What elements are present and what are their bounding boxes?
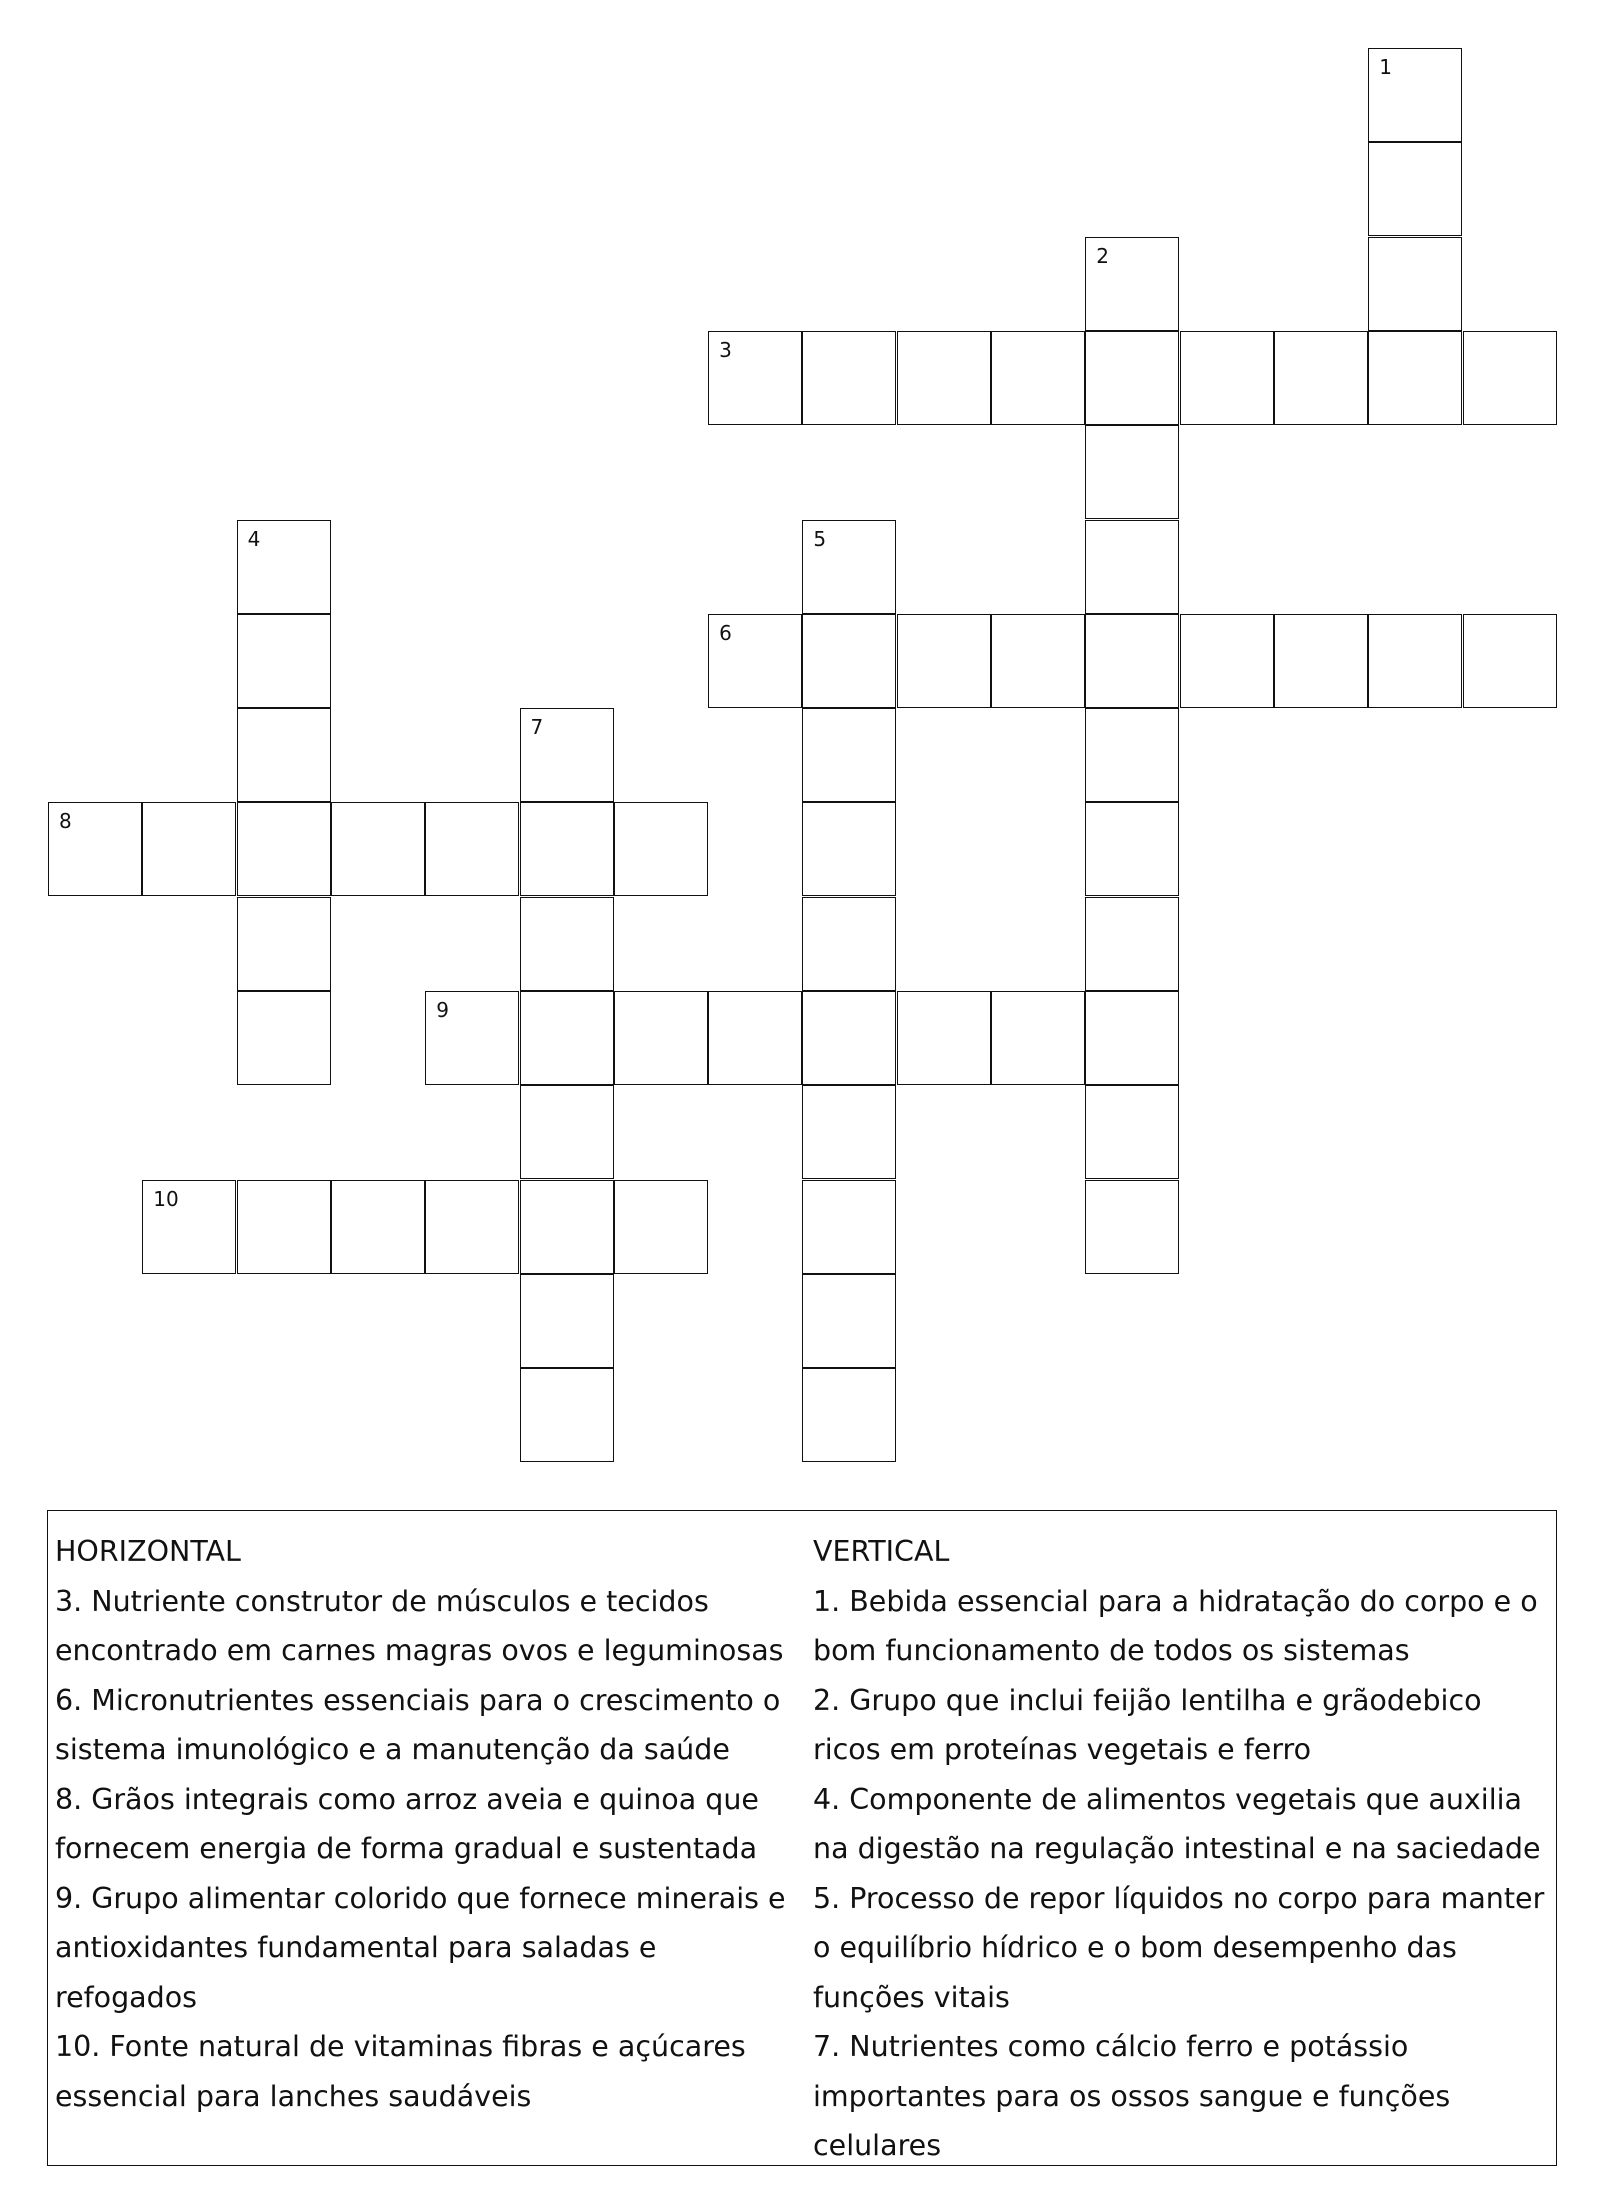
grid-cell[interactable] [708,614,802,708]
grid-cell[interactable] [1085,614,1179,708]
grid-cell[interactable] [1085,237,1179,331]
clue-2: 2. Grupo que inclui feijão lentilha e grãodebico ricos em proteínas vegetais e ferro [813,1683,1482,1766]
grid-cell[interactable] [520,708,614,802]
grid-cell[interactable] [520,1180,614,1274]
grid-cell[interactable] [1085,897,1179,991]
clues-panel [47,1510,1557,2166]
grid-cell[interactable] [802,1274,896,1368]
grid-cell[interactable] [802,991,896,1085]
grid-cell[interactable] [237,708,331,802]
grid-cell[interactable] [614,802,708,896]
grid-cell[interactable] [1368,48,1462,142]
grid-cell[interactable] [1463,331,1557,425]
grid-cell[interactable] [1368,331,1462,425]
grid-cell[interactable] [897,331,991,425]
grid-cell[interactable] [520,1274,614,1368]
grid-cell[interactable] [1085,425,1179,519]
grid-cell[interactable] [1180,614,1274,708]
grid-cell[interactable] [331,1180,425,1274]
grid-cell[interactable] [1085,708,1179,802]
grid-cell[interactable] [331,802,425,896]
clue-number: 8 [59,809,72,834]
clue-5: 5. Processo de repor líquidos no corpo para manter o equilíbrio hídrico e o bom desempenho das funções vitais [813,1881,1545,2014]
grid-cell[interactable] [991,331,1085,425]
grid-cell[interactable] [425,802,519,896]
grid-cell[interactable] [708,991,802,1085]
clue-number: 1 [1379,55,1392,79]
grid-cell[interactable] [1085,520,1179,614]
grid-cell[interactable] [802,614,896,708]
grid-cell[interactable] [48,802,142,896]
grid-cell[interactable] [614,991,708,1085]
clue-number: 9 [436,998,449,1022]
grid-cell[interactable] [614,1180,708,1274]
grid-cell[interactable] [802,708,896,802]
clue-number: 10 [153,1186,179,1211]
grid-cell[interactable] [237,614,331,708]
grid-cell[interactable] [425,1180,519,1274]
clue-9: 9. Grupo alimentar colorido que fornece minerais e antioxidantes fundamental para saladas e refogados [55,1881,786,2014]
grid-cell[interactable] [237,802,331,896]
clue-4: 4. Componente de alimentos vegetais que auxilia na digestão na regulação intestinal e na saciedade [813,1782,1541,1865]
clue-number: 5 [813,526,827,551]
grid-cell[interactable] [237,520,331,614]
grid-cell[interactable] [520,1368,614,1462]
clue-6: 6. Micronutrientes essenciais para o crescimento o sistema imunológico e a manutenção da saúde [55,1683,781,1766]
grid-cell[interactable] [802,520,896,614]
grid-cell[interactable] [1085,331,1179,425]
grid-cell[interactable] [142,1180,236,1274]
grid-cell[interactable] [802,1085,896,1179]
clue-8: 8. Grãos integrais como arroz aveia e quinoa que fornecem energia de forma gradual e sustentada [55,1782,759,1865]
grid-cell[interactable] [237,897,331,991]
grid-cell[interactable] [1085,1085,1179,1179]
grid-cell[interactable] [425,991,519,1085]
grid-cell[interactable] [237,1180,331,1274]
clue-number: 6 [719,620,732,645]
horizontal-clues [55,1527,795,2121]
grid-cell[interactable] [802,1368,896,1462]
clue-number: 3 [719,337,732,362]
clue-3: 3. Nutriente construtor de músculos e tecidos encontrado em carnes magras ovos e leguminosas [55,1584,784,1667]
grid-cell[interactable] [802,802,896,896]
grid-cell[interactable] [802,1180,896,1274]
grid-cell[interactable] [520,802,614,896]
vertical-title: VERTICAL [813,1535,950,1568]
grid-cell[interactable] [897,614,991,708]
grid-cell[interactable] [802,331,896,425]
horizontal-title: HORIZONTAL [55,1535,241,1568]
clue-number: 7 [530,715,544,740]
clue-10: 10. Fonte natural de vitaminas fibras e açúcares essencial para lanches saudáveis [55,2030,746,2113]
grid-cell[interactable] [1085,802,1179,896]
clue-1: 1. Bebida essencial para a hidratação do corpo e o bom funcionamento de todos os sistemas [813,1584,1538,1667]
clue-number: 4 [247,526,261,551]
vertical-clues [813,1527,1553,2171]
grid-cell[interactable] [237,991,331,1085]
clue-number: 2 [1096,243,1110,268]
grid-cell[interactable] [520,1085,614,1179]
grid-cell[interactable] [1085,1180,1179,1274]
grid-cell[interactable] [991,614,1085,708]
grid-cell[interactable] [520,897,614,991]
grid-cell[interactable] [708,331,802,425]
grid-cell[interactable] [991,991,1085,1085]
grid-cell[interactable] [1274,614,1368,708]
grid-cell[interactable] [1463,614,1557,708]
grid-cell[interactable] [802,897,896,991]
grid-cell[interactable] [1274,331,1368,425]
grid-cell[interactable] [1085,991,1179,1085]
grid-cell[interactable] [520,991,614,1085]
grid-cell[interactable] [1368,237,1462,331]
grid-cell[interactable] [1368,142,1462,236]
grid-cell[interactable] [897,991,991,1085]
clue-7: 7. Nutrientes como cálcio ferro e potássio importantes para os ossos sangue e funções celulares [813,2030,1451,2162]
grid-cell[interactable] [1180,331,1274,425]
grid-cell[interactable] [142,802,236,896]
grid-cell[interactable] [1368,614,1462,708]
